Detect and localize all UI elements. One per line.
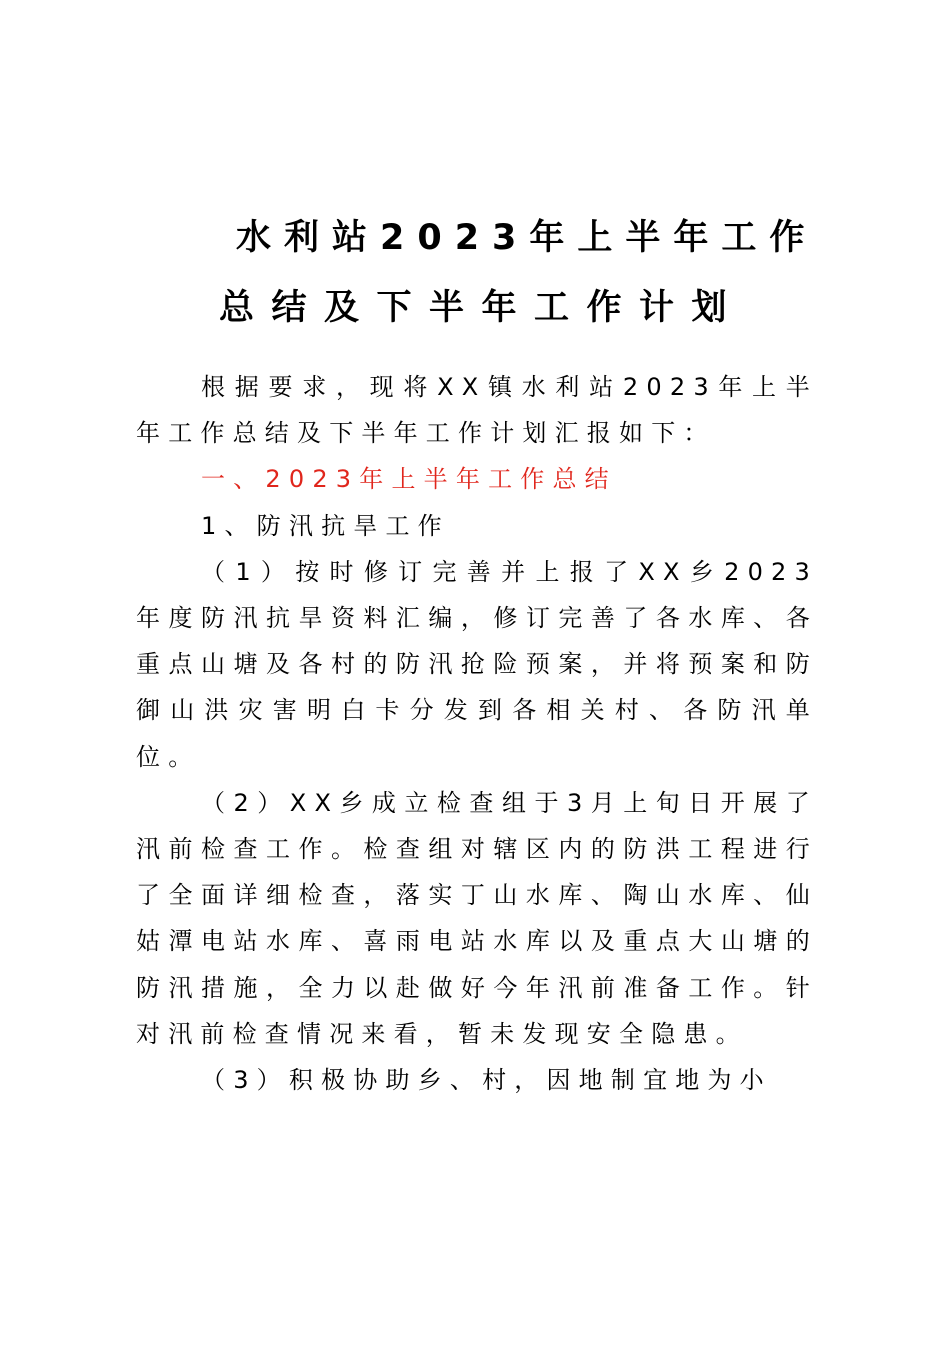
document-body [136, 364, 818, 1103]
paragraph-item-3: （3）积极协助乡、村，因地制宜地为小 [201, 1066, 772, 1095]
subsection-heading: 1、防汛抗旱工作 [201, 511, 450, 540]
paragraph-item-1: （1）按时修订完善并上报了XX乡2023年度防汛抗旱资料汇编，修订完善了各水库、各重点山塘及各村的防汛抢险预案，并将预案和防御山洪灾害明白卡分发到各相关村、各防汛单位。 [136, 557, 818, 771]
document-title-line-1: 水利站2023年上半年工作 [236, 218, 818, 258]
section-heading: 一、2023年上半年工作总结 [201, 465, 617, 494]
intro-paragraph: 根据要求，现将XX镇水利站2023年上半年工作总结及下半年工作计划汇报如下： [136, 373, 818, 448]
document-title-line-2: 总结及下半年工作计划 [219, 288, 745, 328]
paragraph-item-2: （2）XX乡成立检查组于3月上旬日开展了汛前检查工作。检查组对辖区内的防洪工程进行了全面详细检查，落实丁山水库、陶山水库、仙姑潭电站水库、喜雨电站水库以及重点大山塘的防汛措施，全力以赴做好今年汛前准备工作。针对汛前检查情况来看，暂未发现安全隐患。 [136, 788, 818, 1048]
